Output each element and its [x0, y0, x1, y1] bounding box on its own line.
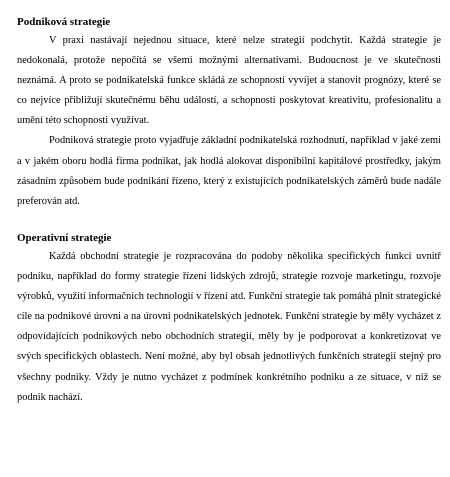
section-operativni-strategie — [17, 230, 441, 408]
paragraph: Každá obchodní strategie je rozpracována do podoby několika specifických funkcí uvnitř podniku, například do formy strategie řízení lidských zdrojů, strategie rozvoje marketingu, rozvoje výrobků, využití informačních technologií v řízení atd. Funkční strategie tak pomáhá plnit strategické cíle na podnikové úrovni a na úrovni podnikatelských jednotek. Funkční strategie by měly vycházet z odpovídajících podnikových nebo obchodních strategií, měly by je podporovat a konkretizovat ve svých specifických oblastech. Není možné, aby byl obsah jednotlivých funkčních strategií stejný pro všechny podniky. Vždy je nutno vycházet z podmínek konkrétního podniku a ze situace, v níž se podnik nachází. — [17, 251, 441, 403]
paragraph: Podniková strategie proto vyjadřuje základní podnikatelská rozhodnutí, například v jaké zemi a v jakém oboru hodlá firma podnikat, jak hodlá alokovat disponibilní kapitálové prostředky, jakým zásadním způsobem bude podnikání řízeno, který z existujících podnikatelských záměrů bude nadále preferován atd. — [17, 135, 441, 207]
document-body — [17, 14, 441, 403]
section-podnikova-strategie — [17, 14, 441, 212]
section-heading: Operativní strategie — [17, 232, 112, 244]
section-heading: Podniková strategie — [17, 16, 111, 28]
paragraph: V praxi nastávají nejednou situace, které nelze strategií podchytit. Každá strategie je nedokonalá, protože nepočítá se všemi možnými alternativami. Budoucnost je ve skutečnosti neznámá. A proto se podnikatelská funkce skládá ze schopnosti vyvíjet a stanovit prognózy, které se co nejvíce přibližují skutečnému běhu událostí, a schopnosti poskytovat kreativitu, profesionalitu a umění této schopnosti využívat. — [17, 35, 441, 127]
